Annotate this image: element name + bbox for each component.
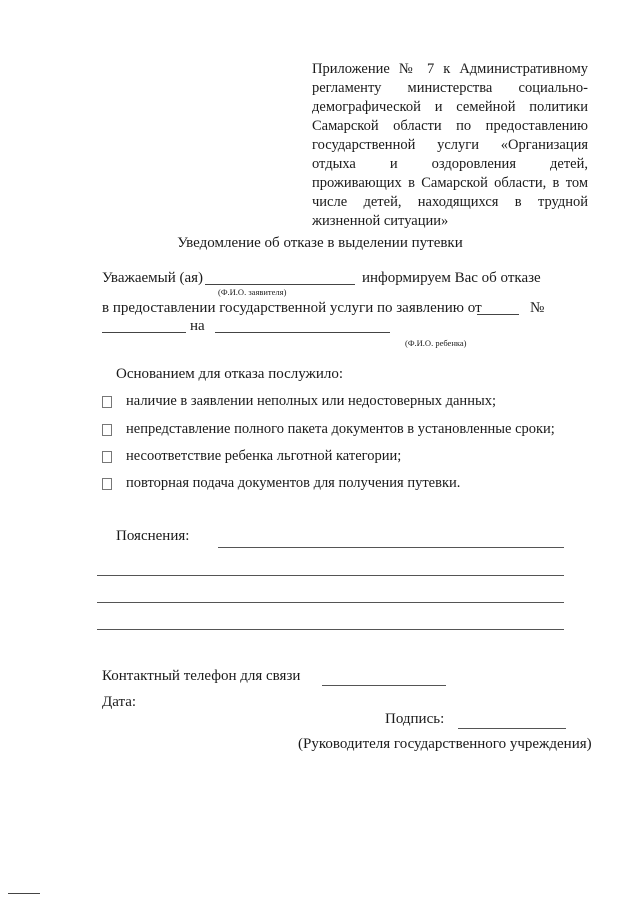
on-label: на [190, 318, 205, 334]
child-name-field[interactable] [215, 318, 390, 333]
reason-item [102, 475, 460, 492]
reason-label: несоответствие ребенка льготной категории; [126, 448, 402, 464]
annex-text: Приложение № 7 к Административному регламенту министерства социально-демографической и семейной политики Самарской области по предоставлению государственной услуги «Организация отдыха и оздоровления детей, проживающих в Самарской области, в том числе детей, находящихся в трудной жизненной ситуации» [312, 61, 588, 229]
contact-label: Контактный телефон для связи [102, 668, 301, 684]
document-title: Уведомление об отказе в выделении путевки [177, 235, 463, 251]
reasons-heading: Основанием для отказа послужило: [116, 366, 344, 382]
date-label: Дата: [102, 694, 137, 710]
reason-label: непредставление полного пакета документов в установленные сроки; [126, 421, 555, 437]
contact-phone-field[interactable] [322, 685, 446, 686]
application-date-field[interactable] [477, 300, 519, 315]
signature-field[interactable] [458, 728, 566, 729]
footnote-rule [8, 893, 40, 894]
explanation-line[interactable] [97, 602, 564, 603]
reason-checkbox[interactable] [102, 424, 112, 436]
child-hint: (Ф.И.О. ребенка) [405, 338, 467, 348]
annex-header [312, 60, 588, 231]
reason-label: наличие в заявлении неполных или недостоверных данных; [126, 393, 496, 409]
applicant-name-field[interactable] [205, 270, 355, 285]
explanation-line[interactable] [218, 547, 564, 548]
application-number-field[interactable] [102, 318, 186, 333]
reason-item [102, 393, 496, 410]
explanations-label: Пояснения: [116, 528, 190, 544]
reason-checkbox[interactable] [102, 396, 112, 408]
reason-item [102, 421, 555, 438]
greeting-prefix: Уважаемый (ая) [102, 270, 204, 286]
reason-label: повторная подача документов для получения путевки. [126, 475, 461, 491]
reason-checkbox[interactable] [102, 478, 112, 490]
provision-text: в предоставлении государственной услуги по заявлению от [102, 300, 482, 316]
signature-label: Подпись: [385, 711, 445, 727]
reason-checkbox[interactable] [102, 451, 112, 463]
explanation-line[interactable] [97, 629, 564, 630]
greeting-suffix: информируем Вас об отказе [362, 270, 541, 286]
explanation-line[interactable] [97, 575, 564, 576]
reason-item [102, 448, 401, 465]
number-sign: № [530, 300, 545, 316]
signature-caption: (Руководителя государственного учреждения) [298, 736, 592, 752]
applicant-hint: (Ф.И.О. заявителя) [218, 287, 287, 297]
